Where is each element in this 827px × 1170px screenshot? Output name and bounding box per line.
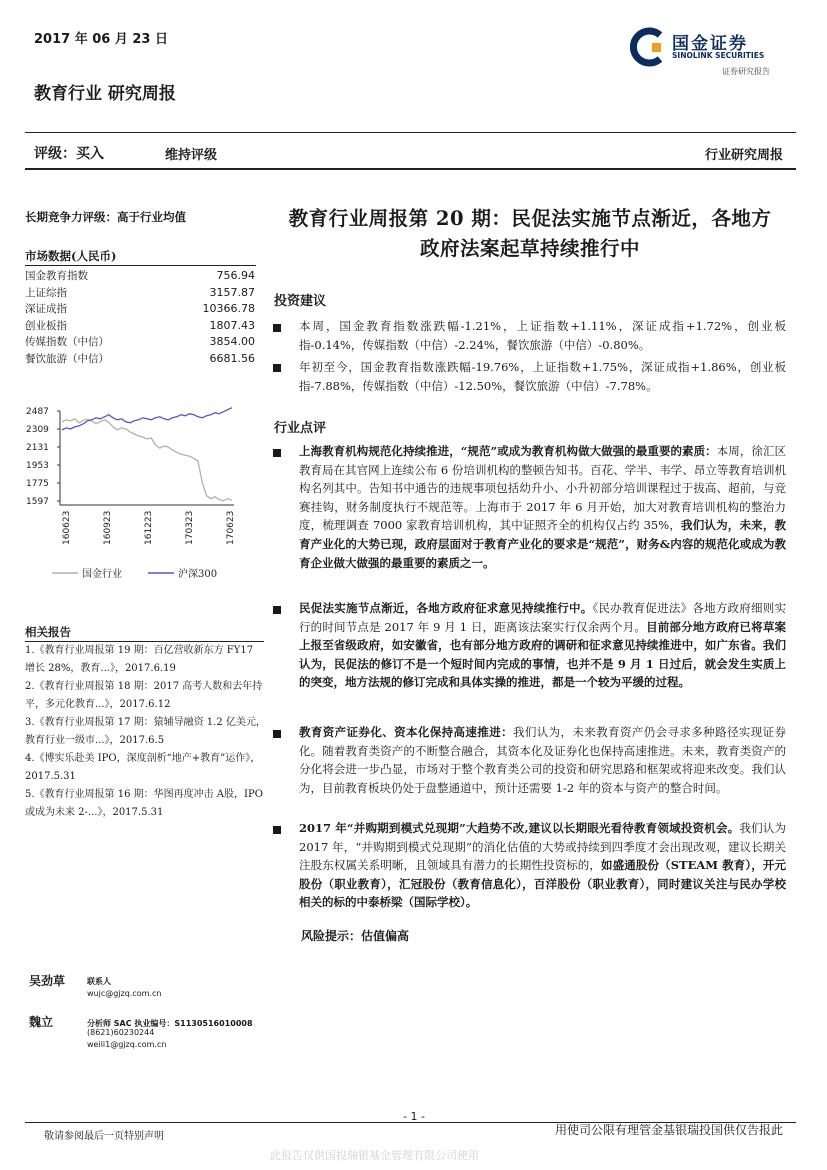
x-tick-label: 160623 xyxy=(62,510,72,545)
y-tick-label: 2131 xyxy=(26,443,49,453)
invest-item: 年初至今，国金教育指数涨跌幅-19.76%，上证指数+1.75%，深证成指+1.86%，创业板指-7.88%，传媒指数（中信）-12.50%，餐饮旅游（中信）-7.78%。 xyxy=(299,360,786,393)
bullet-icon xyxy=(273,606,281,614)
logo-sub: 证券研究报告 xyxy=(722,67,770,76)
header-divider xyxy=(25,132,796,133)
logo-en: SINOLINK SECURITIES xyxy=(672,51,765,60)
market-row: 上证综指 3157.87 xyxy=(25,285,255,299)
related-title: 相关报告 xyxy=(25,625,71,639)
related-item[interactable]: 3.《教育行业周报第 17 期：猿辅导融资 1.2 亿美元，教育行业一级市...》，2017.6.5 xyxy=(25,717,266,746)
report-name: 教育行业 研究周报 xyxy=(34,84,176,104)
review-paragraph-3: 教育资产证券化、资本化保持高速推进：我们认为，未来教育资产仍会寻求多种路径实现证券化。随着教育类资产的不断整合融合，其资本化及证券化也保持高速推进。未来，教育类资产的分化将会进一步凸显，市场对于整个教育类公司的投资和研究思路和框架或将迎来改变。我们认为，目前教育板块仍处于盘整通道中，预计还需要 1-2 年的资本与资产的整合时间。 xyxy=(299,725,787,795)
market-table xyxy=(25,268,255,367)
review-title: 行业点评 xyxy=(274,421,327,436)
y-tick-label: 2309 xyxy=(26,425,49,435)
logo xyxy=(630,27,670,67)
market-row: 餐饮旅游（中信） 6681.56 xyxy=(25,351,255,365)
market-row: 深证成指 10366.78 xyxy=(25,302,255,315)
related-item[interactable]: 5.《教育行业周报第 16 期：华图再度冲击 A股，IPO 或成为未来 2-...》，2017.5.31 xyxy=(25,789,263,818)
author-role: 联系人 xyxy=(87,977,111,986)
bullet-icon xyxy=(273,730,281,738)
logo-mark-icon xyxy=(630,27,670,67)
report-date: 2017 年 06 月 23 日 xyxy=(34,32,168,47)
y-tick-label: 1953 xyxy=(26,461,49,471)
market-divider xyxy=(25,265,256,266)
related-list xyxy=(25,642,266,822)
footer-disclaimer: 敬请参阅最后一页特别声明 xyxy=(44,1131,164,1142)
watermark: 此报告仅供国投瑞银基金管理有限公司使用 xyxy=(270,1149,479,1162)
x-tick-label: 161223 xyxy=(144,510,154,545)
page-number: - 1 - xyxy=(403,1110,425,1123)
y-tick-label: 1775 xyxy=(26,479,49,489)
header-bottom-divider xyxy=(25,168,796,170)
invest-item: 本周，国金教育指数涨跌幅-1.21%，上证指数+1.11%，深证成指+1.72%，创业板指-0.14%，传媒指数（中信）-2.24%，餐饮旅游（中信）-0.80%。 xyxy=(299,319,786,352)
footer-right: 用使司公限有理管金基银瑞投国供仅告报此 xyxy=(554,1123,783,1137)
author-name: 吴劲草 xyxy=(29,974,66,988)
author-email[interactable]: wujc@gjzq.com.cn xyxy=(87,989,162,998)
market-title: 市场数据(人民币) xyxy=(25,249,117,263)
author-phone: (8621)60230244 xyxy=(87,1028,155,1037)
x-tick-label: 170623 xyxy=(226,510,236,545)
report-type: 行业研究周报 xyxy=(704,148,783,163)
index-chart xyxy=(22,395,260,590)
y-tick-label: 1597 xyxy=(26,497,49,507)
rating: 评级：买入 xyxy=(34,146,104,162)
bullet-icon xyxy=(273,449,281,457)
logo-cn: 国金证券 xyxy=(672,34,748,54)
market-row: 国金教育指数 756.94 xyxy=(25,269,255,282)
legend-label: 国金行业 xyxy=(82,569,122,580)
bullet-icon xyxy=(273,324,281,332)
review-paragraph-1: 上海教育机构规范化持续推进，“规范”或成为教育机构做大做强的最重要的素质：本周，徐汇区教育局在其官网上连续公布 6 份培训机构的整顿告知书。百花、学半、韦学、昂立等教育培训机构名列其中。告知书中通告的违规事项包括幼升小、小升初部分培训课程过于拔高、超前，与竞赛挂钩，财务制度执行不规范等。上海市于 2017 年 6 月开始，加大对教育培训机构的整治力度，梳理调查 7000 家教育培训机构，其中证照齐全的机构仅占约 35%，我们认为，未来，教育产业化的大势已现，政府层面对于教育产业化的要求是“规范”，财务&内容的规范化或成为教育企业做大做强的最重要的素质之一。 xyxy=(299,444,787,570)
bullet-icon xyxy=(273,364,281,372)
bullet-icon xyxy=(273,826,281,834)
legend-label: 沪深300 xyxy=(178,569,218,580)
market-row: 传媒指数（中信） 3854.00 xyxy=(25,335,255,348)
author-name: 魏立 xyxy=(29,1015,54,1029)
author-email[interactable]: weili1@gjzq.com.cn xyxy=(87,1040,167,1049)
risk-note: 风险提示：估值偏高 xyxy=(301,929,410,943)
competitiveness: 长期竞争力评级：高于行业均值 xyxy=(25,210,186,224)
x-tick-label: 170323 xyxy=(185,510,195,545)
series-line-0 xyxy=(62,419,232,501)
x-tick-label: 160923 xyxy=(103,510,113,545)
y-tick-label: 2487 xyxy=(26,407,49,417)
author-role: 分析师 SAC 执业编号：S1130516010008 xyxy=(87,1019,253,1028)
rating-note: 维持评级 xyxy=(165,148,218,163)
invest-title: 投资建议 xyxy=(274,294,327,309)
related-item[interactable]: 2.《教育行业周报第 18 期：2017 高考人数和去年持平，多元化教育...》，2017.6.12 xyxy=(25,681,263,710)
market-row: 创业板指 1807.43 xyxy=(25,318,255,332)
review-paragraph-2: 民促法实施节点渐近，各地方政府征求意见持续推行中。《民办教育促进法》各地方政府细则实行的时间节点是 2017 年 9 月 1 日，距离该法案实行仅余两个月。目前部分地方政府已将草案上报至省级政府，如安徽省，也有部分地方政府的调研和征求意见持续推进中，如广东省。我们认为，民促法的修订不是一个短时间内完成的事情，也并不是 9 月 1 日过后，就会发生实质上的突变，地方法规的修订完成和具体实操的推进，都是一个较为平缓的过程。 xyxy=(299,601,787,690)
related-item[interactable]: 4.《博实乐赴美 IPO，深度剖析“地产+教育”运作》，2017.5.31 xyxy=(25,753,261,782)
report-title: 教育行业周报第 20 期：民促法实施节点渐近，各地方政府法案起草持续推行中 xyxy=(288,207,772,260)
related-item[interactable]: 1.《教育行业周报第 19 期：百亿营收新东方 FY17 增长 28%，教育...》，2017.6.19 xyxy=(25,645,254,674)
review-paragraph-4: 2017 年“并购期到模式兑现期”大趋势不改,建议以长期眼光看待教育领域投资机会。我们认为 2017 年，“并购期到模式兑现期”的消化估值的大势或持续到四季度才会出现改观，建议长期关注股东权属关系明晰，且领域具有潜力的长期性投资标的，如盛通股份（STEAM 教育），开元股份（职业教育），汇冠股份（教育信息化），百洋股份（职业教育），同时建议关注与民办学校相关的标的中泰桥梁（国际学校）。 xyxy=(299,821,786,910)
